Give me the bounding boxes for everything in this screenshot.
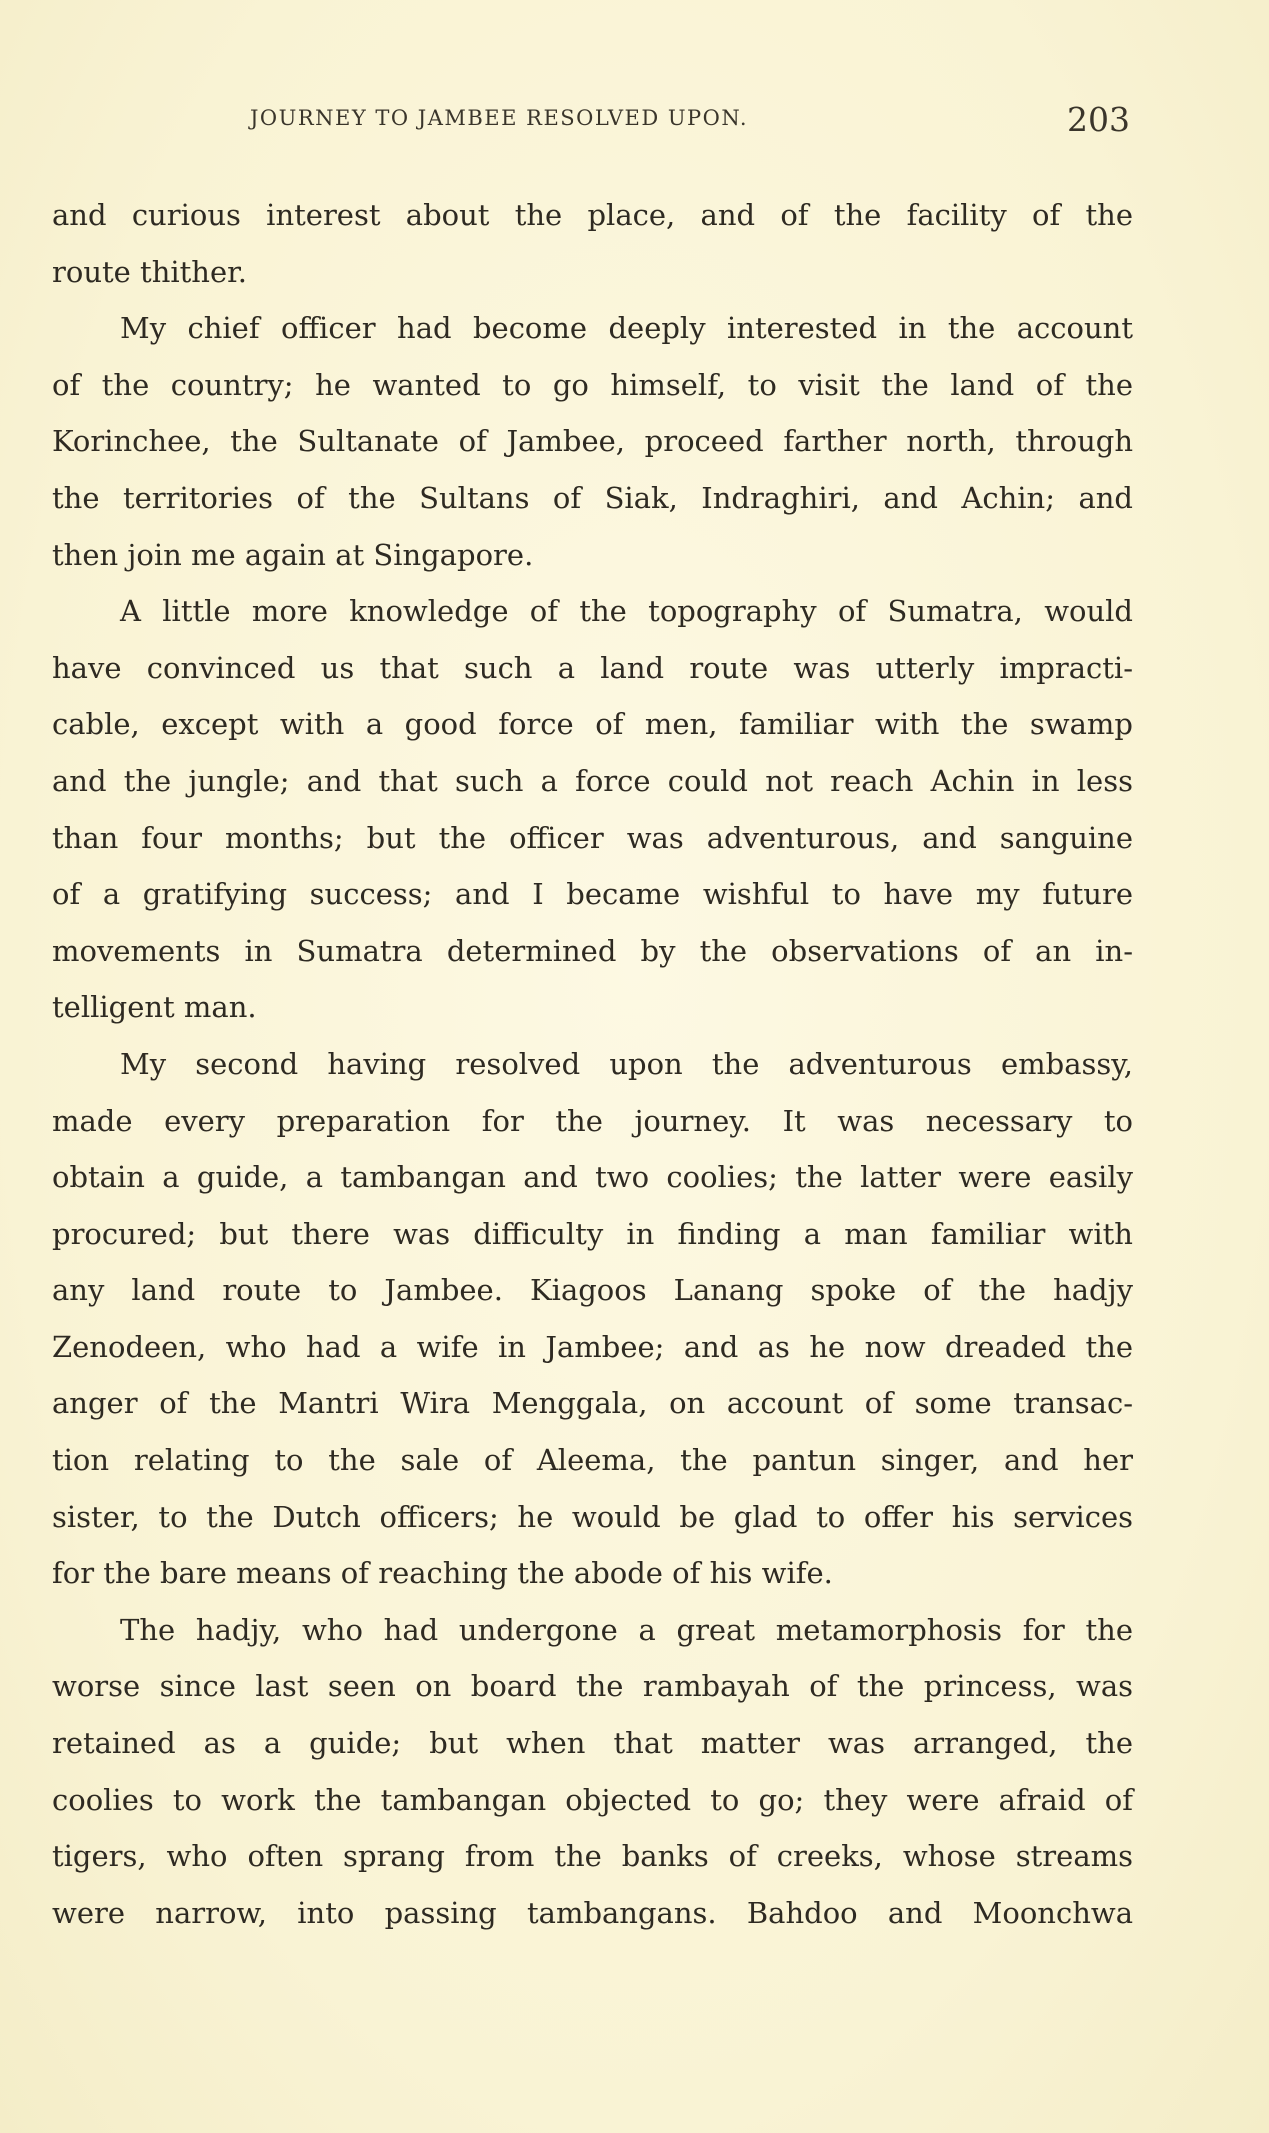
text-line: have convinced us that such a land route was utterly impracti-	[52, 650, 1133, 685]
text-line: cable, except with a good force of men, familiar with the swamp	[52, 707, 1133, 742]
text-line: Korinchee, the Sultanate of Jambee, proceed farther north, through	[52, 424, 1133, 459]
text-line: anger of the Mantri Wira Menggala, on account of some transac-	[52, 1386, 1133, 1421]
page-number: 203	[1067, 100, 1130, 139]
text-line: procured; but there was difficulty in finding a man familiar with	[52, 1216, 1133, 1251]
text-line: movements in Sumatra determined by the observations of an in-	[52, 933, 1133, 968]
text-line: The hadjy, who had undergone a great metamorphosis for the	[120, 1612, 1133, 1647]
text-line: made every preparation for the journey. It was necessary to	[52, 1103, 1133, 1138]
text-line: were narrow, into passing tambangans. Bahdoo and Moonchwa	[52, 1895, 1133, 1930]
text-line: retained as a guide; but when that matter was arranged, the	[52, 1726, 1133, 1761]
text-line: obtain a guide, a tambangan and two coolies; the latter were easily	[52, 1160, 1133, 1195]
text-line: of the country; he wanted to go himself, to visit the land of the	[52, 367, 1133, 402]
text-line: A little more knowledge of the topography of Sumatra, would	[120, 594, 1133, 629]
text-line: My chief officer had become deeply interested in the account	[120, 311, 1133, 346]
text-line: than four months; but the officer was adventurous, and sanguine	[52, 820, 1133, 855]
text-line: coolies to work the tambangan objected to go; they were afraid of	[52, 1782, 1133, 1817]
text-line: then join me again at Singapore.	[52, 537, 534, 572]
body-text	[52, 193, 1133, 1947]
text-line: route thither.	[52, 254, 248, 289]
text-line: Zenodeen, who had a wife in Jambee; and as he now dreaded the	[52, 1329, 1133, 1364]
text-line: the territories of the Sultans of Siak, Indraghiri, and Achin; and	[52, 480, 1133, 515]
text-line: of a gratifying success; and I became wishful to have my future	[52, 877, 1133, 912]
text-line: and curious interest about the place, and of the facility of the	[52, 198, 1133, 232]
text-line: My second having resolved upon the adventurous embassy,	[120, 1046, 1133, 1081]
text-line: worse since last seen on board the rambayah of the princess, was	[52, 1669, 1133, 1704]
text-line: and the jungle; and that such a force could not reach Achin in less	[52, 763, 1133, 798]
running-head: JOURNEY TO JAMBEE RESOLVED UPON.	[250, 106, 749, 130]
text-line: tigers, who often sprang from the banks of creeks, whose streams	[52, 1839, 1133, 1874]
text-line: any land route to Jambee. Kiagoos Lanang spoke of the hadjy	[52, 1273, 1133, 1308]
text-line: for the bare means of reaching the abode of his wife.	[52, 1556, 833, 1591]
text-line: sister, to the Dutch officers; he would be glad to offer his services	[52, 1499, 1133, 1534]
text-line: telligent man.	[52, 990, 257, 1025]
page-header	[250, 100, 1130, 140]
text-line: tion relating to the sale of Aleema, the pantun singer, and her	[52, 1443, 1133, 1478]
